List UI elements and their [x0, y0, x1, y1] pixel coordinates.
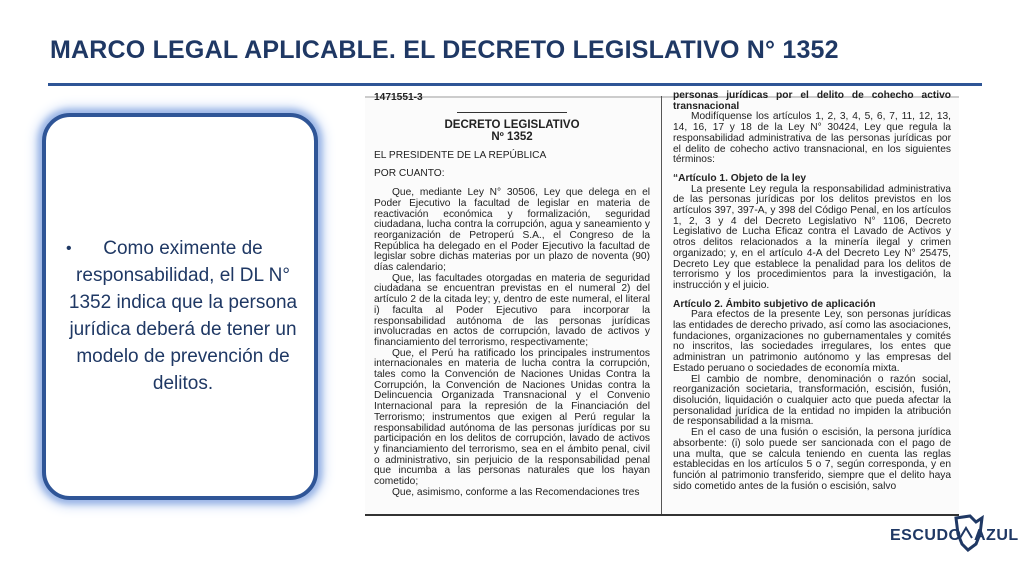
bullet-item: [66, 235, 300, 397]
logo-text-azul: AZUL: [974, 527, 1019, 544]
doc-art2-paragraph-2: El cambio de nombre, denominación o razón social, reorganización societaria, transformación, escisión, fusión, disolución, liquidación o cualquier acto que pueda afectar la personalidad jurídica de la entidad no impiden la atribución de responsabilidad a la misma.: [673, 373, 951, 428]
doc-presidente: EL PRESIDENTE DE LA REPÚBLICA: [374, 149, 547, 161]
doc-right-paragraph-1: Modifíquense los artículos 1, 2, 3, 4, 5, 6, 7, 11, 12, 13, 14, 16, 17 y 18 de la Ley N° 30424, Ley que regula la responsabilidad administrativa de las personas jurídicas por el delito de cohecho activo transnacional, en los siguientes términos:: [673, 111, 951, 166]
doc-column-divider: [661, 96, 662, 516]
bullet-card: [42, 113, 318, 500]
doc-left-paragraph-2: Que, las facultades otorgadas en materia de seguridad ciudadana se encuentran previstas en el numeral 2) del artículo 2 de la citada ley; y, dentro de este numeral, el literal i) faculta al Poder Ejecutivo para incorporar la responsabilidad autónoma de las personas jurídicas involucradas en actos de corrupción, lavado de activos y financiamiento del terrorismo, respectivamente;: [374, 272, 650, 348]
doc-heading-2: Nº 1352: [491, 130, 533, 143]
slide-title: MARCO LEGAL APLICABLE. EL DECRETO LEGISLATIVO N° 1352: [50, 36, 839, 64]
doc-left-paragraph-4: Que, asimismo, conforme a las Recomendaciones tres: [392, 486, 640, 498]
escudo-azul-logo: [890, 514, 1019, 554]
bullet-dot-icon: •: [66, 240, 72, 257]
doc-heading-rule: [457, 112, 567, 113]
doc-right-column: [673, 90, 951, 516]
doc-heading-1: DECRETO LEGISLATIVO: [444, 118, 580, 131]
doc-art1-title: “Artículo 1. Objeto de la ley: [673, 172, 807, 184]
doc-art2-paragraph-1: Para efectos de la presente Ley, son personas jurídicas las entidades de derecho privado, así como las asociaciones, fundaciones, organizaciones no gubernamentales y comités no inscritos, las sociedades irregulares, los entes que administran un patrimonio autónomo y las empresas del Estado peruano o sociedades de economía mixta.: [673, 309, 951, 374]
doc-left-paragraph-1: Que, mediante Ley N° 30506, Ley que delega en el Poder Ejecutivo la facultad de legislar en materia de reactivación económica y formalización, seguridad ciudadana, lucha contra la corrupción, agua y saneamiento y reorganización de Petroperú S.A., el Congreso de la República ha delegado en el Poder Ejecutivo la facultad de legislar sobre dichas materias por un plazo de noventa (90) días calendario;: [374, 187, 650, 274]
doc-left-paragraph-3: Que, el Perú ha ratificado los principales instrumentos internacionales en materia de lucha contra la corrupción, tales como la Convención de Naciones Unidas Contra la Corrupción, la Convención de Naciones Unidas contra la Delincuencia Organizada Transnacional y el Convenio Internacional para la represión de la Financiación del Terrorismo; instrumentos que exigen al Perú regular la responsabilidad autónoma de las personas jurídicas por su participación en los delitos de corrupción, lavado de activos y financiamiento del terrorismo, sea en el ámbito penal, civil o administrativo, sin perjuicio de la responsabilidad penal que incumba a las personas naturales que los hayan cometido;: [374, 347, 650, 488]
logo-text-escudo: ESCUDO: [890, 527, 962, 544]
doc-right-top-fragment: personas jurídicas por el delito de cohecho activo transnacional: [673, 90, 951, 112]
title-divider: [48, 83, 982, 86]
doc-bottom-edge: [365, 514, 959, 516]
doc-por-cuanto: POR CUANTO:: [374, 168, 445, 180]
doc-left-column: [374, 92, 650, 516]
doc-art2-title: Artículo 2. Ámbito subjetivo de aplicación: [673, 298, 876, 310]
bullet-text: Como eximente de responsabilidad, el DL N° 1352 indica que la persona jurídica deberá de tener un modelo de prevención de delitos.: [68, 238, 298, 394]
doc-art2-paragraph-3: En el caso de una fusión o escisión, la persona jurídica absorbente: (i) solo puede ser sancionada con el pago de una multa, que se calcula teniendo en cuenta las reglas establecidas en los artículos 5 o 7, según corresponda, y en función al patrimonio transferido, siempre que el delito haya sido cometido antes de la fusión o escisión, salvo: [673, 427, 951, 492]
doc-art1-text: La presente Ley regula la responsabilidad administrativa de las personas jurídicas por los delitos previstos en los artículos 397, 397-A, y 398 del Código Penal, en los artículos 1, 2, 3 y 4 del Decreto Legislativo N° 1106, Decreto Legislativo de Lucha Eficaz contra el Lavado de Activos y otros delitos relacionados a la minería ilegal y crimen organizado; y, en el artículo 4-A del Decreto Ley N° 25475, Decreto Ley que establece la penalidad para los delitos de terrorismo y los procedimientos para la investigación, la instrucción y el juicio.: [673, 183, 951, 291]
doc-top-fragment: 1471551-3: [374, 92, 423, 103]
decree-document-image: [365, 90, 959, 516]
